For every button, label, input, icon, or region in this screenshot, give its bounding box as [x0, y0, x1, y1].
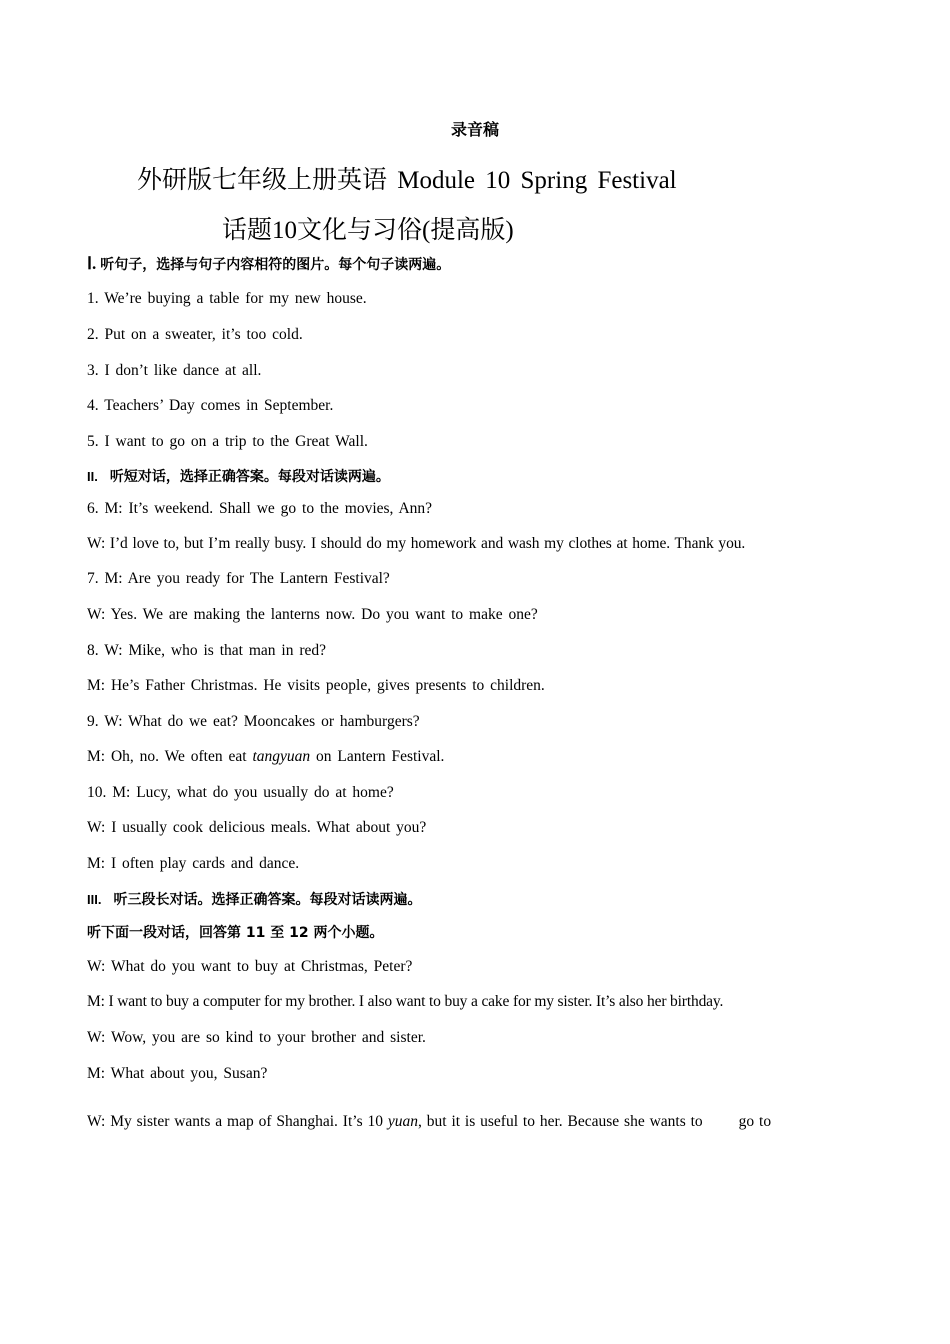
long-dialogue-line-4: M: What about you, Susan?	[87, 1065, 268, 1082]
section-1-heading	[87, 254, 450, 274]
tangyuan-word: tangyuan	[252, 748, 311, 765]
long-dialogue-line-5	[87, 1113, 771, 1131]
sentence-2: 2. Put on a sweater, it’s too cold.	[87, 326, 303, 343]
dialogue-10-line-2: W: I usually cook delicious meals. What about you?	[87, 819, 427, 836]
section-1-numeral: Ⅰ.	[87, 254, 97, 273]
long-dialogue-line-3: W: Wow, you are so kind to your brother and sister.	[87, 1029, 426, 1046]
sentence-5: 5. I want to go on a trip to the Great Wall.	[87, 433, 368, 450]
long-dialogue-line-5-end: go to	[738, 1113, 772, 1130]
dialogue-10-line-3: M: I often play cards and dance.	[87, 855, 300, 872]
dialogue-10-line-1: 10. M: Lucy, what do you usually do at home?	[87, 784, 394, 801]
dialogue-9-line-2-end: on Lantern Festival.	[310, 748, 445, 765]
sentence-4: 4. Teachers’ Day comes in September.	[87, 397, 334, 414]
dialogue-6-line-2: W: I’d love to, but I’m really busy. I should do my homework and wash my clothes at home. Thank you.	[87, 535, 746, 552]
section-3-numeral: III.	[87, 892, 102, 907]
dialogue-6-line-1: 6. M: It’s weekend. Shall we go to the movies, Ann?	[87, 500, 433, 517]
dialogue-8-line-2: M: He’s Father Christmas. He visits people, gives presents to children.	[87, 677, 545, 694]
dialogue-8-line-1: 8. W: Mike, who is that man in red?	[87, 642, 326, 659]
dialogue-9-line-1: 9. W: What do we eat? Mooncakes or hamburgers?	[87, 713, 420, 730]
sentence-3: 3. I don’t like dance at all.	[87, 362, 262, 379]
section-2-numeral: II.	[87, 469, 98, 484]
sentence-1: 1. We’re buying a table for my new house.	[87, 290, 367, 307]
section-3-heading-text: 听三段长对话。选择正确答案。每段对话读两遍。	[113, 892, 422, 908]
long-dialogue-line-5-start: W: My sister wants a map of Shanghai. It’s 10	[87, 1113, 388, 1130]
section-2-heading	[87, 466, 390, 486]
document-title: 录音稿	[450, 120, 499, 139]
section-3-subheading: 听下面一段对话，回答第 11 至 12 两个小题。	[87, 925, 384, 941]
long-dialogue-line-5-middle: , but it is useful to her. Because she wants to	[418, 1113, 703, 1130]
long-dialogue-line-1: W: What do you want to buy at Christmas, Peter?	[87, 958, 413, 975]
section-2-heading-text: 听短对话，选择正确答案。每段对话读两遍。	[109, 469, 390, 485]
yuan-word: yuan	[387, 1113, 419, 1130]
section-1-heading-text: 听句子，选择与句子内容相符的图片。每个句子读两遍。	[100, 257, 451, 273]
document-subtitle-1: 外研版七年级上册英语 Module 10 Spring Festival	[137, 167, 677, 194]
long-dialogue-line-2: M: I want to buy a computer for my brother. I also want to buy a cake for my sister. It’s also her birthday.	[87, 993, 724, 1010]
dialogue-7-line-2: W: Yes. We are making the lanterns now. Do you want to make one?	[87, 606, 538, 623]
section-3-heading	[87, 889, 421, 909]
document-subtitle-2: 话题10文化与习俗(提高版)	[222, 217, 514, 244]
dialogue-9-line-2	[87, 748, 444, 766]
dialogue-7-line-1: 7. M: Are you ready for The Lantern Festival?	[87, 570, 390, 587]
dialogue-9-line-2-start: M: Oh, no. We often eat	[87, 748, 253, 765]
